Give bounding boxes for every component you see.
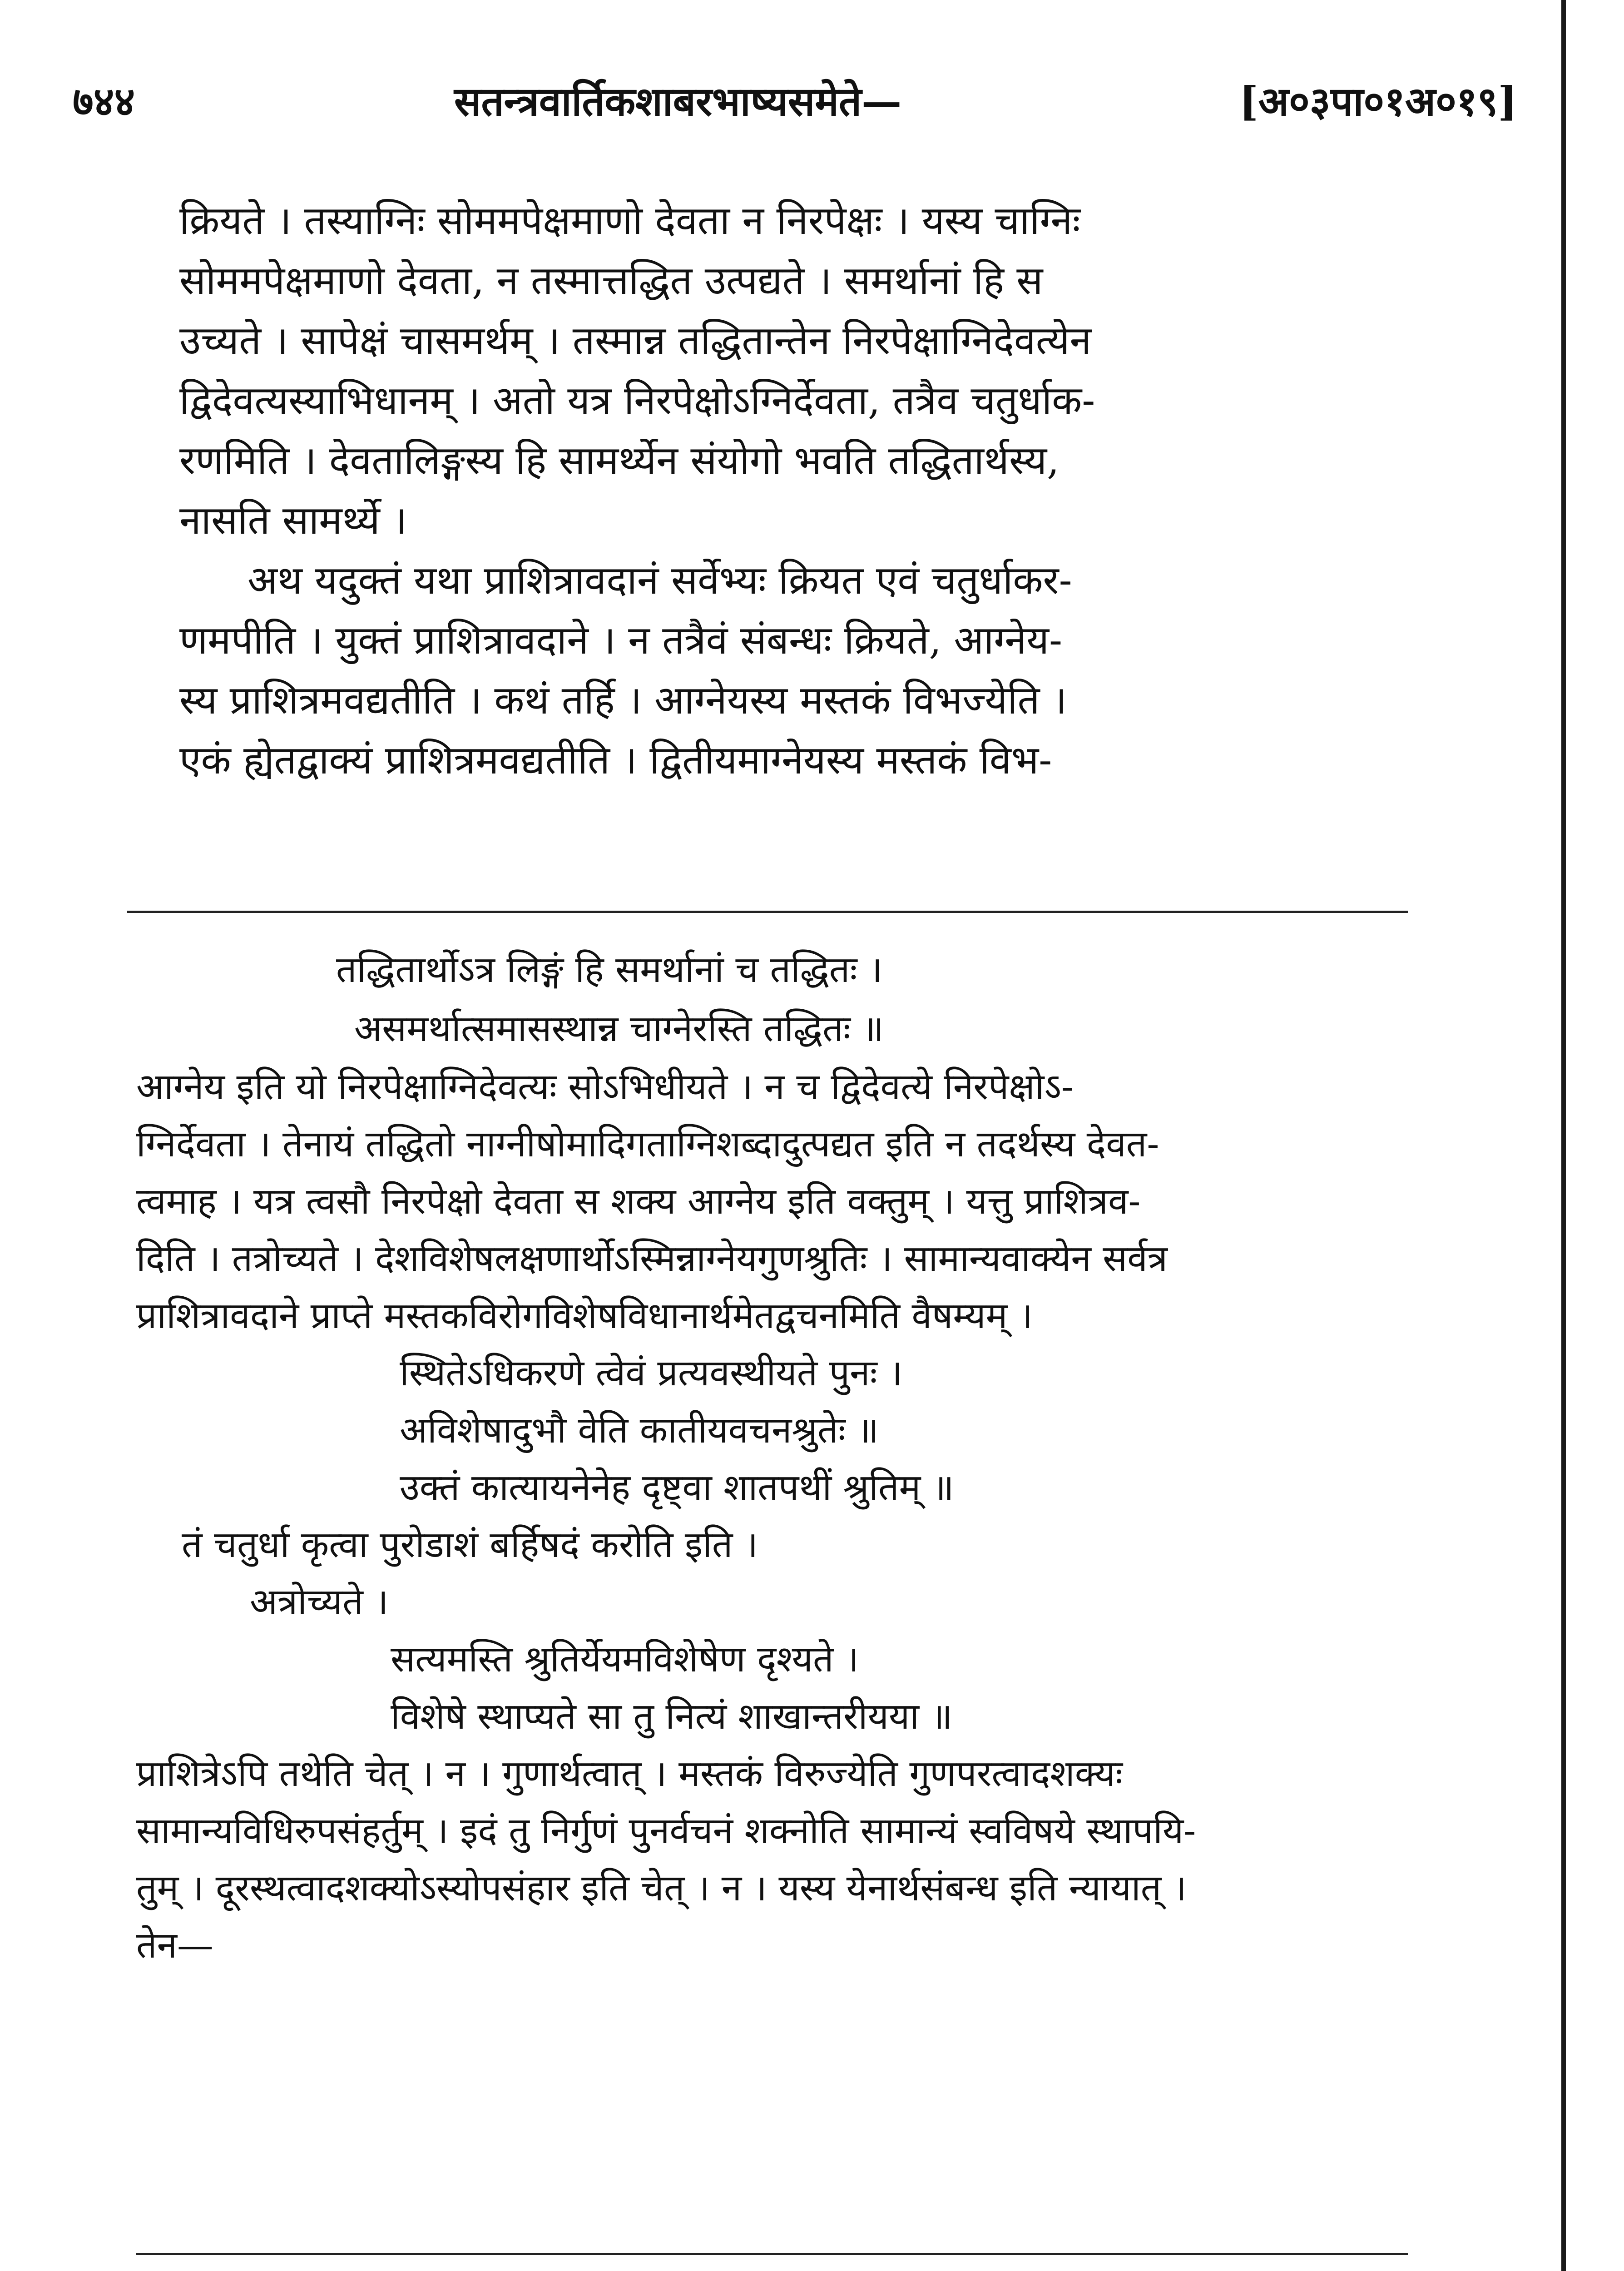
running-title: सतन्त्रवार्तिकशाबरभाष्यसमेते—: [454, 78, 902, 125]
page-header: [73, 73, 1517, 127]
quote-line: तं चतुर्धा कृत्वा पुरोडाशं बर्हिषदं करोति इति ।: [182, 1523, 758, 1566]
main-text: [179, 191, 1406, 790]
verse-line: स्थितेऽधिकरणे त्वेवं प्रत्यवस्थीयते पुनः ।: [400, 1352, 903, 1394]
commentary: [136, 940, 1408, 1974]
footnote-divider: [136, 2253, 1408, 2255]
verse-line: तद्धितार्थोऽत्र लिङ्गं हि समर्थानां च तद्धितः ।: [336, 948, 883, 991]
text-line: क्रियते । तस्याग्निः सोममपेक्षमाणो देवता न निरपेक्षः । यस्य चाग्निः: [179, 198, 1080, 243]
page-edge-rule: [1561, 0, 1566, 2271]
text-line: अथ यदुक्तं यथा प्राशित्रावदानं सर्वेभ्यः क्रियत एवं चतुर्धाकर-: [248, 558, 1072, 603]
text-line: णमपीति । युक्तं प्राशित्रावदाने । न तत्रैवं संबन्धः क्रियते, आग्नेय-: [179, 618, 1063, 663]
text-line: नासति सामर्थ्ये ।: [179, 498, 407, 543]
commentary-line: ग्निर्देवता । तेनायं तद्धितो नाग्नीषोमादिगताग्निशब्दादुत्पद्यत इति न तदर्थस्य देवत-: [136, 1123, 1159, 1165]
text-line: एकं ह्येतद्वाक्यं प्राशित्रमवद्यतीति । द्वितीयमाग्नेयस्य मस्तकं विभ-: [179, 738, 1052, 783]
commentary-line: त्वमाह । यत्र त्वसौ निरपेक्षो देवता स शक्य आग्नेय इति वक्तुम् । यत्तु प्राशित्रव-: [136, 1180, 1141, 1222]
commentary-line: आग्नेय इति यो निरपेक्षाग्निदेवत्यः सोऽभिधीयते । न च द्विदेवत्ये निरपेक्षोऽ-: [136, 1066, 1074, 1108]
text-line: स्य प्राशित्रमवद्यतीति । कथं तर्हि । आग्नेयस्य मस्तकं विभज्येति ।: [179, 678, 1067, 723]
text-line: सोममपेक्षमाणो देवता, न तस्मात्तद्धित उत्पद्यते । समर्थानां हि स: [179, 258, 1043, 303]
page-number: ७४४: [73, 78, 135, 125]
commentary-line: दिति । तत्रोच्यते । देशविशेषलक्षणार्थोऽस्मिन्नाग्नेयगुणश्रुतिः । सामान्यवाक्येन सर्वत्र: [136, 1237, 1168, 1279]
verse-line: सत्यमस्ति श्रुतिर्येयमविशेषेण दृश्यते ।: [391, 1638, 859, 1680]
verse-line: विशेषे स्थाप्यते सा तु नित्यं शाखान्तरीयया ॥: [391, 1695, 953, 1737]
commentary-line: तेन—: [136, 1924, 213, 1966]
commentary-line: प्राशित्रावदाने प्राप्ते मस्तकविरोगविशेषविधानार्थमेतद्वचनमिति वैषम्यम् ।: [136, 1294, 1033, 1337]
verse-line: असमर्थात्समासस्थान्न चाग्नेरस्ति तद्धितः ॥: [354, 1007, 884, 1050]
section-divider: [127, 911, 1408, 913]
verse-line: अविशेषादुभौ वेति कातीयवचनश्रुतेः ॥: [400, 1409, 879, 1451]
section-reference: [अ०३पा०१अ०१९]: [1239, 78, 1517, 125]
text-line: द्विदेवत्यस्याभिधानम् । अतो यत्र निरपेक्षोऽग्निर्देवता, तत्रैव चतुर्धाक-: [179, 378, 1095, 423]
text-line: उच्यते । सापेक्षं चासमर्थम् । तस्मान्न तद्धितान्तेन निरपेक्षाग्निदेवत्येन: [179, 318, 1092, 363]
footnote-line: [136, 2269, 1431, 2271]
text-line: रणमिति । देवतालिङ्गस्य हि सामर्थ्येन संयोगो भवति तद्धितार्थस्य,: [179, 438, 1060, 483]
verse-line: उक्तं कात्यायनेनेह दृष्ट्वा शातपथीं श्रुतिम् ॥: [400, 1466, 954, 1508]
footnote: [136, 2269, 1431, 2271]
commentary-line: सामान्यविधिरुपसंहर्तुम् । इदं तु निर्गुणं पुनर्वचनं शक्नोति सामान्यं स्वविषये स्थापयि-: [136, 1810, 1196, 1852]
commentary-line: अत्रोच्यते ।: [250, 1581, 389, 1623]
commentary-line: प्राशित्रेऽपि तथेति चेत् । न । गुणार्थत्वात् । मस्तकं विरुज्येति गुणपरत्वादशक्यः: [136, 1752, 1123, 1795]
commentary-line: तुम् । दूरस्थत्वादशक्योऽस्योपसंहार इति चेत् । न । यस्य येनार्थसंबन्ध इति न्यायात् ।: [136, 1867, 1187, 1909]
